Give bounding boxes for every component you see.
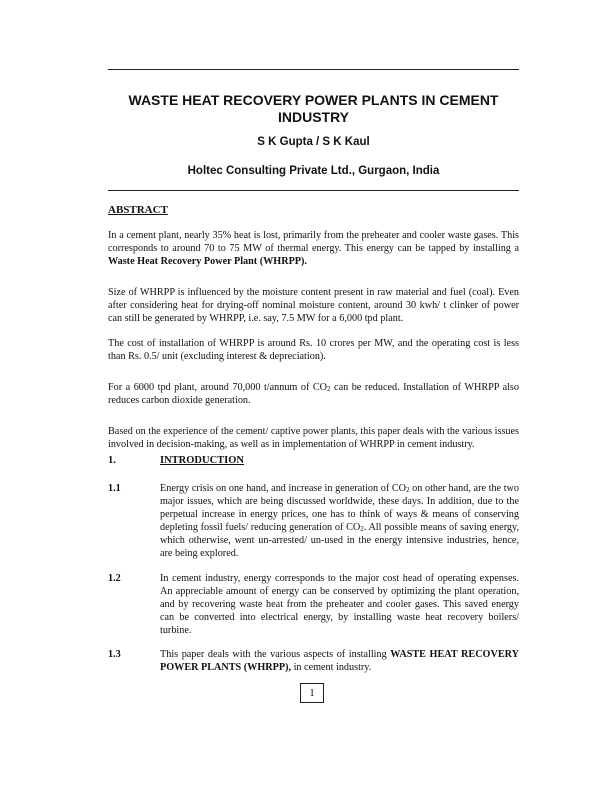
co2-subscript: 2	[327, 385, 331, 393]
paragraph-text: In cement industry, energy corresponds to the major cost head of operating expenses. An appreciable amount of energy can be conserved by optimizing the plant operation, and by recovering waste heat from the preheater and cooler gases. This saved energy can be converted into electrical energy, by installing waste heat recovery boilers/ turbine.	[160, 573, 519, 636]
abstract-p4-a: For a 6000 tpd plant, around 70,000 t/annum of CO	[108, 382, 328, 393]
co2-subscript: 2	[360, 525, 364, 533]
paper-title: WASTE HEAT RECOVERY POWER PLANTS IN CEMENT INDUSTRY	[128, 92, 499, 125]
text-run: This paper deals with the various aspects of installing	[160, 649, 391, 660]
text-run: . All possible means of saving energy, which otherwise, went un-arrested/ un-used in the energy intensive industries, hence, are being explored.	[160, 522, 519, 559]
authors: S K Gupta / S K Kaul	[257, 136, 370, 148]
section-number: 1.	[108, 455, 116, 466]
abstract-p4-b: can be reduced. Installation of WHRPP also reduces carbon dioxide generation.	[108, 382, 519, 406]
text-run-bold: WASTE HEAT RECOVERY POWER PLANTS (WHRPP),	[160, 649, 519, 673]
abstract-paragraph-5: Based on the experience of the cement/ captive power plants, this paper deals with the various issues involved in decision-making, as well as in implementation of WHRPP in cement industry.	[108, 426, 519, 450]
text-run: Energy crisis on one hand, and increase in generation of CO	[160, 483, 407, 494]
abstract-p1-text: In a cement plant, nearly 35% heat is lost, primarily from the preheater and cooler waste gases. This corresponds to around 70 to 75 MW of thermal energy. This energy can be tapped by installing a	[108, 230, 519, 254]
paragraph-number: 1.1	[108, 483, 121, 494]
abstract-heading: ABSTRACT	[108, 204, 168, 216]
top-rule	[108, 69, 519, 70]
text-run: on other hand, are the two major issues, which are being discussed worldwide, these days. In addition, due to the perpetual increase in energy prices, one has to think of ways & means of conserving depleting fossil fuels/ reducing generation of CO	[160, 483, 519, 533]
abstract-paragraph-2: Size of WHRPP is influenced by the moisture content present in raw material and fuel (coal). Even after considering heat for drying-off nominal moisture content, around 30 kwh/ t clinker of power can still be generated by WHRPP, i.e. say, 7.5 MW for a 6,000 tpd plant.	[108, 287, 519, 324]
co2-subscript: 2	[406, 486, 410, 494]
section-label: INTRODUCTION	[160, 455, 245, 466]
abstract-paragraph-3: The cost of installation of WHRPP is around Rs. 10 crores per MW, and the operating cost is less than Rs. 0.5/ unit (excluding interest & depreciation).	[108, 338, 519, 362]
abstract-paragraph-1	[108, 229, 519, 268]
paragraph-text	[160, 482, 519, 560]
abstract-paragraph-4	[108, 381, 519, 407]
paragraph-text	[160, 648, 519, 674]
page-number: 1	[300, 683, 324, 703]
section-heading-introduction	[108, 455, 244, 466]
paragraph-number: 1.2	[108, 573, 121, 584]
text-run: in cement industry.	[291, 662, 372, 673]
affiliation: Holtec Consulting Private Ltd., Gurgaon, India	[187, 165, 440, 177]
header-bottom-rule	[108, 190, 519, 191]
paragraph-number: 1.3	[108, 649, 121, 660]
abstract-p1-bold: Waste Heat Recovery Power Plant (WHRPP).	[108, 256, 307, 267]
